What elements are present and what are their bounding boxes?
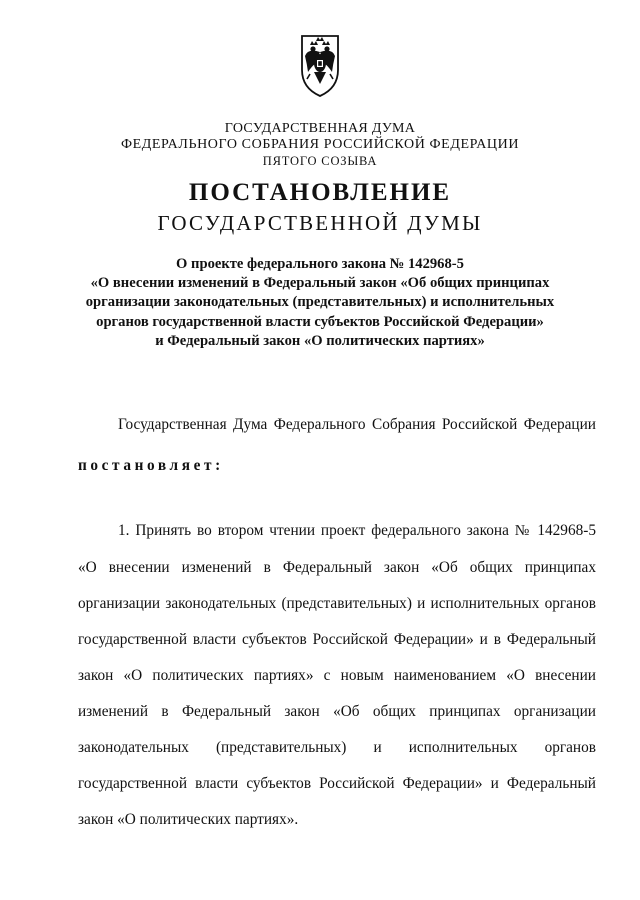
paragraph-line: организации законодательных (представительных) и исполнительных органов xyxy=(78,595,596,612)
paragraph-line: «О внесении изменений в Федеральный закон «Об общих принципах xyxy=(78,559,596,576)
about-line: и Федеральный закон «О политических партиях» xyxy=(155,332,485,349)
paragraph-line: изменений в Федеральный закон «Об общих принципах организации xyxy=(78,703,596,720)
about-line: организации законодательных (представительных) и исполнительных xyxy=(85,294,555,311)
convocation-line: ПЯТОГО СОЗЫВА xyxy=(262,154,378,168)
about-line: О проекте федерального закона № 142968-5 xyxy=(176,256,464,272)
paragraph-line: 1. Принять во втором чтении проект федерального закона № 142968-5 xyxy=(118,522,596,539)
document-title: ПОСТАНОВЛЕНИЕ xyxy=(188,179,452,206)
about-heading xyxy=(60,255,580,351)
about-line: «О внесении изменений в Федеральный закон «Об общих принципах xyxy=(90,275,550,292)
org-name-line-2: ФЕДЕРАЛЬНОГО СОБРАНИЯ РОССИЙСКОЙ ФЕДЕРАЦИИ xyxy=(120,137,520,152)
paragraph-line: закон «О политических партиях». xyxy=(78,811,299,828)
paragraph-line: закон «О политических партиях» с новым наименованием «О внесении xyxy=(78,667,596,684)
document-subtitle: ГОСУДАРСТВЕННОЙ ДУМЫ xyxy=(157,211,483,235)
paragraph-line: государственной власти субъектов Российской Федерации» и в Федеральный xyxy=(78,631,596,648)
paragraph-line: законодательных (представительных) и исполнительных органов xyxy=(78,739,596,756)
org-name-line-1: ГОСУДАРСТВЕННАЯ ДУМА xyxy=(224,121,416,136)
paragraph-line: государственной власти субъектов Российской Федерации» и Федеральный xyxy=(78,775,596,792)
coat-of-arms-icon xyxy=(296,30,344,100)
about-line: органов государственной власти субъектов Российской Федерации» xyxy=(96,313,544,330)
decree-word: постановляет: xyxy=(78,457,224,474)
intro-line: Государственная Дума Федерального Собрания Российской Федерации xyxy=(118,416,596,433)
